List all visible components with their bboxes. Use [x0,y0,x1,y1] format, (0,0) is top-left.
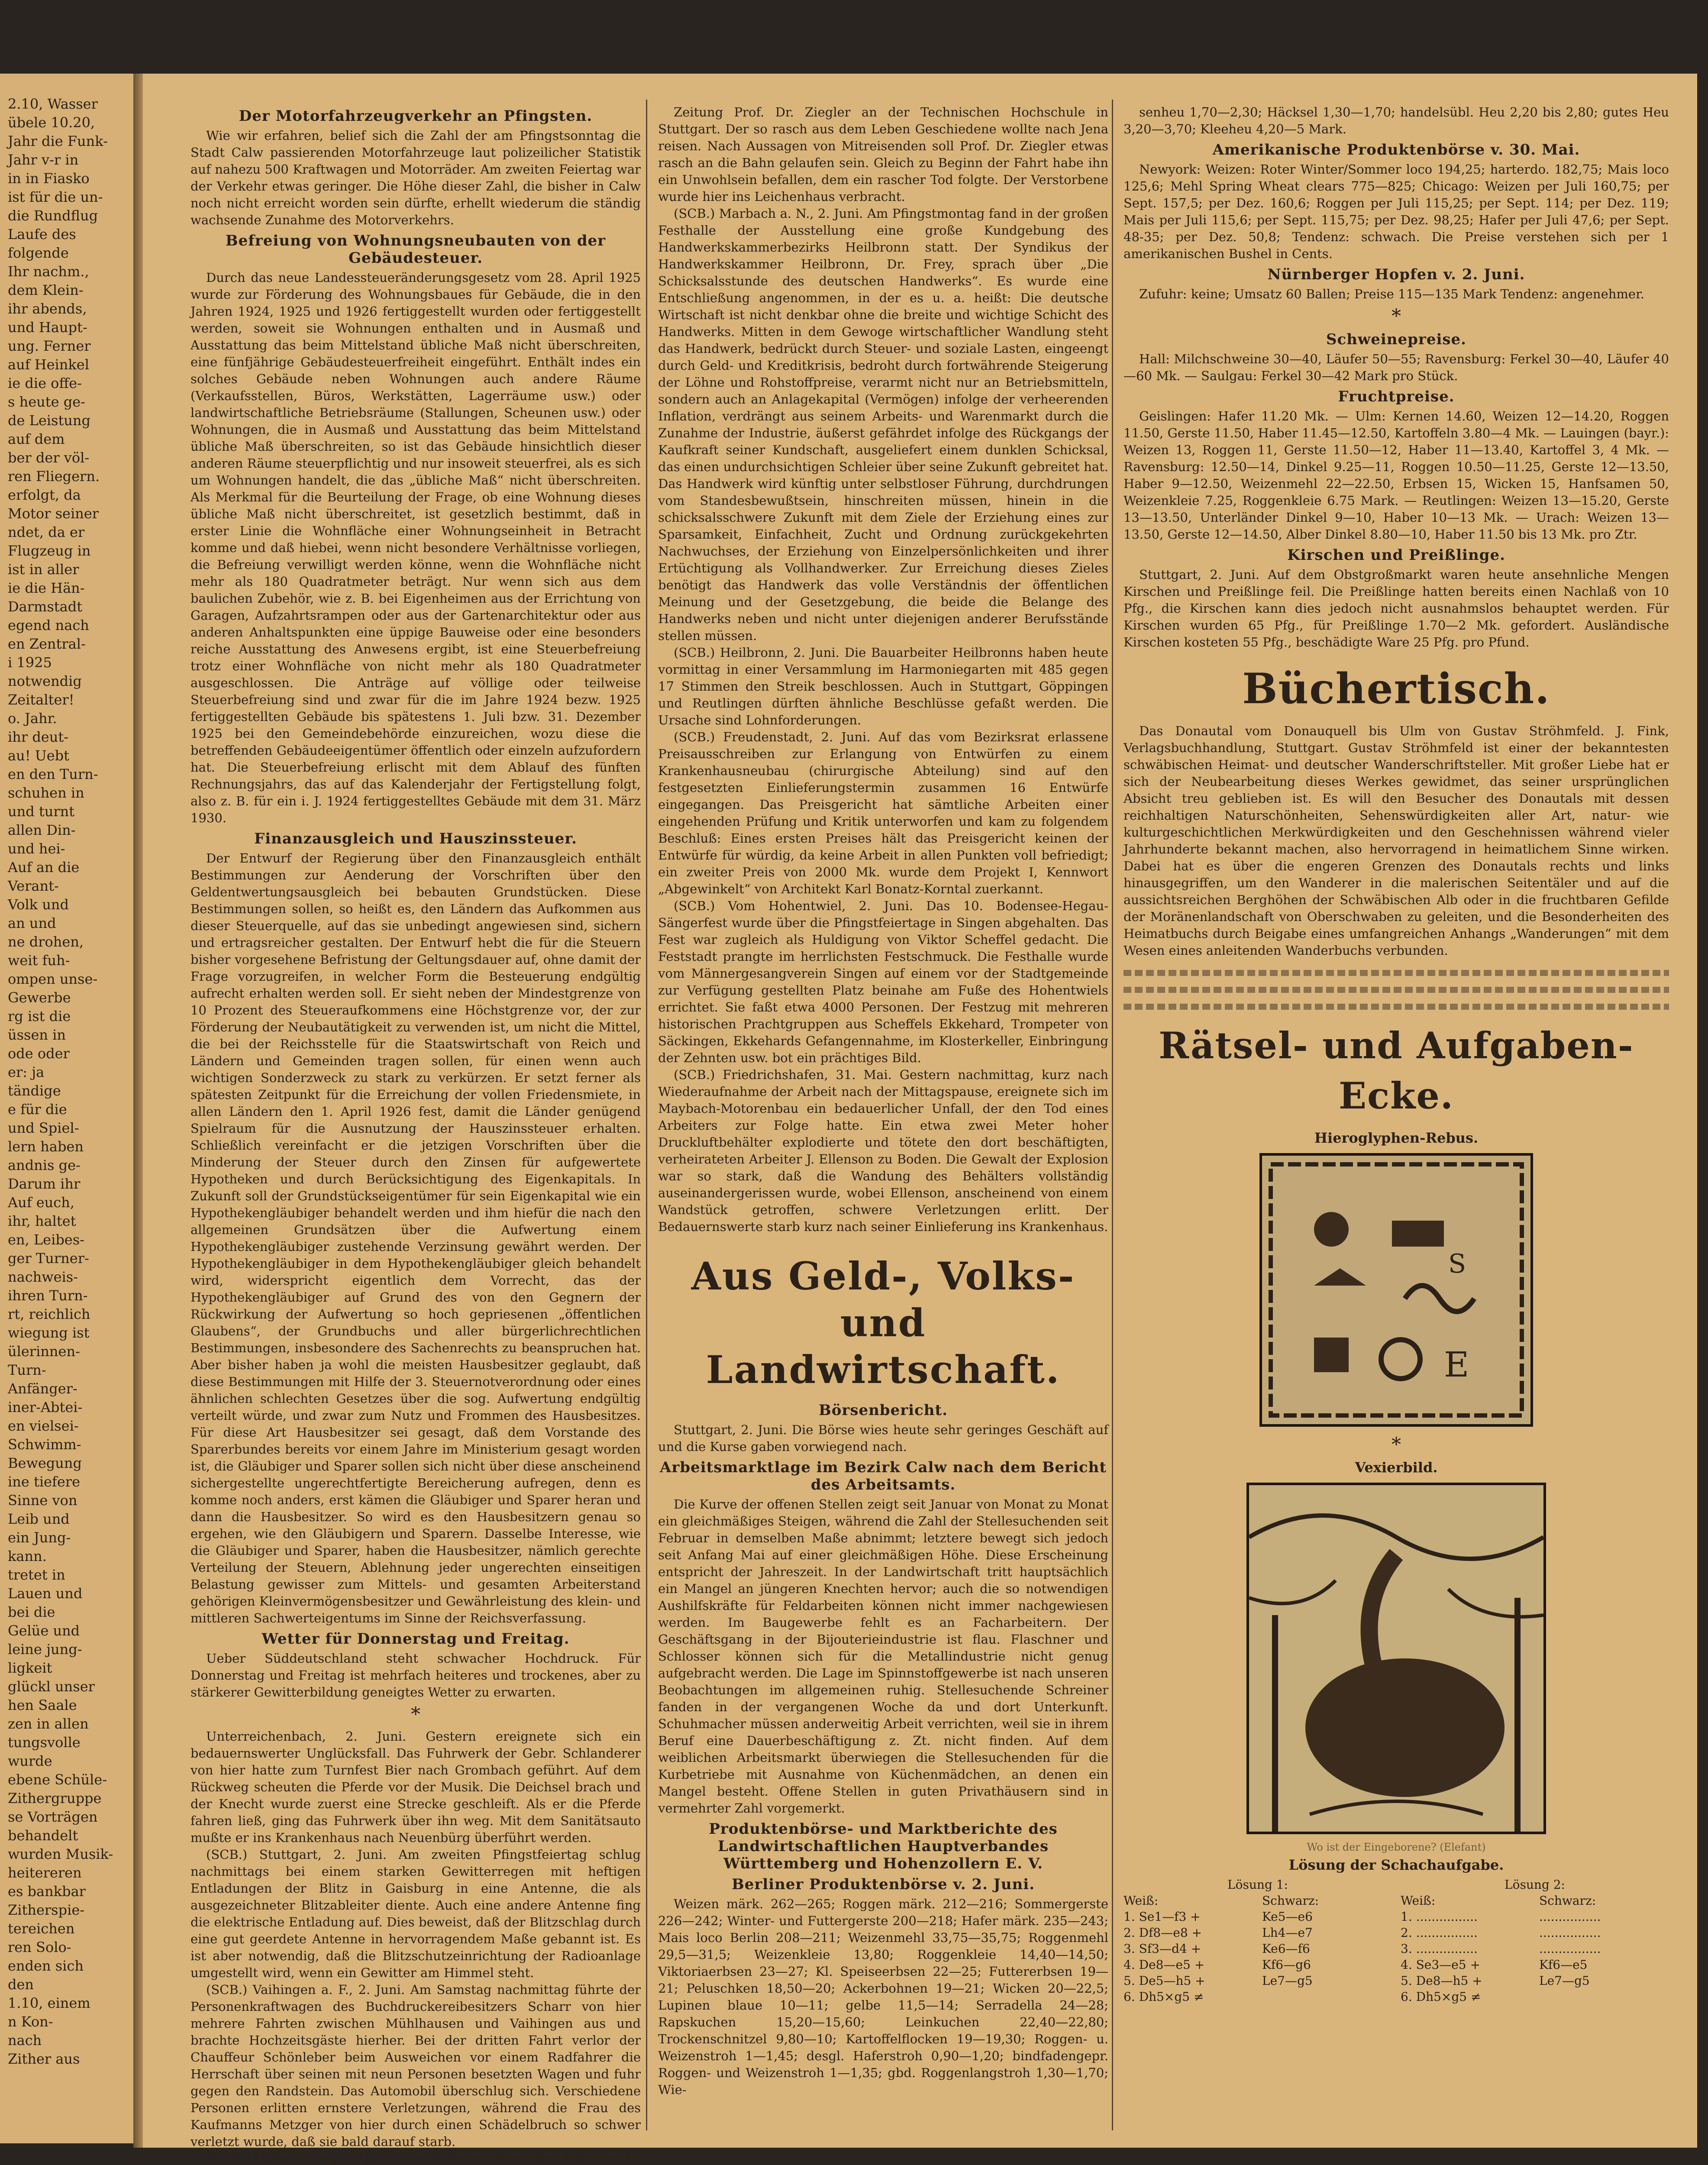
vexier-caption: Wo ist der Eingeborene? (Elefant) [1307,1841,1486,1853]
left-page-text-fragment: Ihr nachm., [8,263,89,280]
article [1124,305,1669,327]
left-page-text-fragment: au! Uebt [8,747,69,764]
left-page-text-fragment: rt, reichlich [8,1306,90,1322]
left-page-text-fragment: in in Fiasko [8,170,90,187]
left-page-text-fragment: ligkeit [8,1660,52,1676]
left-page-text-fragment: üssen in [8,1027,66,1043]
left-page-text-fragment: und hei- [8,840,65,857]
left-page-text-fragment: folgende [8,245,69,261]
article [658,898,1108,1066]
chess-move: Ke6—f6 [1262,1942,1310,1956]
left-page-text-fragment: übele 10.20, [8,114,95,131]
article-body: Hall: Milchschweine 30—40, Läufer 50—55; Ravensburg: Ferkel 30—40, Läufer 40—60 Mk. — Saulgau: Ferkel 30—42 Mark pro Stück. [1124,352,1669,383]
chess-white-label: Weiß: [1401,1894,1436,1908]
chess-move: Kf6—g6 [1262,1958,1311,1972]
article-heading: Fruchtpreise. [1338,388,1455,405]
left-page-text-fragment: s heute ge- [8,394,85,410]
left-page-text-fragment: Schwimm- [8,1436,81,1453]
article-body: Geislingen: Hafer 11.20 Mk. — Ulm: Kernen 14.60, Weizen 12—14.20, Roggen 11.50, Gerste 11.50, Haber 11.45—12.50, Kartoffeln 3.80—4 Mk. — Lauingen (bayr.): Weizen 13, Roggen 11, Gerste 11.50—12, Haber 11—13.40, Kartoffel 3, 4 Mk. — Ravensburg: 12.50—14, Dinkel 9.25—11, Roggen 10.50—11.25, Gerste 12—13.50, Haber 9—12.50, Weizenmehl 22—22.50, Erbsen 15, Wicken 15, Hanfsamen 50, Weizenkleie 7.25, Roggenkleie 6.75 Mark. — Reutlingen: Weizen 13—15.20, Gerste 13—13.50, Unterländer Dinkel 9—10, Haber 10—13 Mk. — Urach: Weizen 13—13.50, Gerste 12—14.50, Alber Dinkel 8.80—10, Haber 11.50 bis 13 Mk. pro Ztr. [1124,409,1669,542]
column-3 [1124,104,1669,2139]
article [1124,141,1669,262]
left-page-text-fragment: auf Heinkel [8,356,89,373]
article [1124,388,1669,543]
article [190,830,641,1627]
article [1124,664,1669,714]
left-page-text-fragment: tungsvolle [8,1734,81,1751]
article-heading: Wetter für Donnerstag und Freitag. [262,1630,570,1648]
chess-move: Lh4—e7 [1262,1926,1313,1940]
left-page-text-fragment: notwendig [8,673,82,689]
article [190,1728,641,1846]
left-page-text-fragment: ndet, da er [8,524,85,540]
article [190,232,641,827]
left-page-text-fragment: enden sich [8,1958,84,1974]
left-page-text-fragment: wiegung ist [8,1325,90,1341]
chess-move: 4. De8—e5 + [1124,1958,1205,1972]
left-page-text-fragment: Volk und [8,896,69,913]
chess-solution-2-label: Lösung 2: [1505,1877,1565,1892]
article-heading: Amerikanische Produktenbörse v. 30. Mai. [1212,141,1580,158]
article-body: Zufuhr: keine; Umsatz 60 Ballen; Preise 115—135 Mark Tendenz: angenehmer. [1139,287,1644,301]
left-page-text-fragment: ie die Hän- [8,580,85,596]
article [658,205,1108,644]
article [658,1253,1108,1393]
chess-solution-1-label: Lösung 1: [1227,1877,1288,1892]
left-page-text-fragment: Lauen und [8,1585,83,1602]
article [658,1459,1108,1817]
left-page-text-fragment: ger Turner- [8,1250,89,1267]
article-body: Zeitung Prof. Dr. Ziegler an der Technischen Hochschule in Stuttgart. Der so rasch aus dem Leben Geschiedene wollte nach Jena reisen. Nach Aussagen von Mitreisenden soll Prof. Dr. Ziegler etwas rasch an die Bahn gelaufen sein. Gleich zu Beginn der Fahrt habe ihn ein Unwohlsein befallen, dem ein rascher Tod folgte. Der Verstorbene wurde hier ins Leichenhaus verbracht. [658,105,1108,204]
left-page-text-fragment: o. Jahr. [8,710,57,727]
article [190,1846,641,1981]
article [658,1066,1108,1235]
left-page-text-fragment: Zither aus [8,2051,80,2067]
article [658,1402,1108,1455]
article-body: Unterreichenbach, 2. Juni. Gestern ereignete sich ein bedauernswerter Unglücksfall. Das Fuhrwerk der Gebr. Schlanderer von hier hatte zum Turnfest Bier nach Grombach geführt. Auf dem Rückweg scheuten die Pferde vor der Musik. Die Deichsel brach und der Knecht wurde zuerst eine Strecke geschleift. Als er die Pferde fahren ließ, ging das Fuhrwerk über ihn weg. Mit dem Sanitätsauto mußte er ins Krankenhaus nach Neuenbürg überführt werden. [190,1729,641,1845]
left-page-text-fragment: Jahr die Funk- [8,133,108,149]
left-page-text-fragment: Auf an die [8,859,80,876]
left-page-text-fragment: erfolgt, da [8,487,81,503]
article-body: (SCB.) Friedrichshafen, 31. Mai. Gestern nachmittag, kurz nach Wiederaufnahme der Arbeit nach der Mittagspause, ereignete sich im Maybach-Motorenbau ein bedauerlicher Unfall, der den Tod eines Arbeiters zur Folge hatte. Ein etwa zwei Meter hoher Druckluftbehälter explodierte und tötete den dort beschäftigten, verheirateten Arbeiter J. Ellenson zu Boden. Die Gewalt der Explosion war so stark, daß die Wandung des Behälters vollständig auseinandergerissen wurde, wobei Ellenson, anscheinend von einem Wandstück getroffen, schwere Verletzungen erlitt. Der Bedauernswerte starb kurz nach seiner Einlieferung ins Krankenhaus. [658,1067,1108,1234]
left-page-text-fragment: Gewerbe [8,989,71,1006]
newspaper-page [143,74,1697,2165]
left-page-text-fragment: und turnt [8,803,75,820]
article [1124,546,1669,651]
chess-move: 6. Dh5×g5 ≠ [1124,1990,1204,2004]
article [658,1876,1108,2098]
left-page-text-fragment: Bewegung [8,1455,82,1471]
left-page-text-fragment: ebene Schüle- [8,1771,107,1788]
article-body: Stuttgart, 2. Juni. Auf dem Obstgroßmarkt waren heute ansehnliche Mengen Kirschen und Preißlinge feil. Die Preißlinge hatten bereits einen Nachlaß von 10 Pfg., die Kirschen kann dies jedoch nicht ausnahmslos behauptet werden. Für Kirschen wurden 65 Pfg., für Preißlinge 1.70—2 Mk. gefordert. Ausländische Kirschen kosteten 55 Pfg., beschädigte Ware 25 Pfg. pro Pfund. [1124,567,1669,650]
chess-move [1262,1989,1392,2005]
left-page-text-fragment: Auf euch, [8,1194,74,1211]
left-page-text-fragment: 2.10, Wasser [8,96,98,112]
chess-black-label: Schwarz: [1262,1894,1319,1908]
article-heading: Nürnberger Hopfen v. 2. Juni. [1267,266,1525,283]
article [1124,104,1669,138]
article-body: (SCB.) Vom Hohentwiel, 2. Juni. Das 10. Bodensee-Hegau-Sängerfest wurde über die Pfingstfeiertage in Singen abgehalten. Das Fest war zugleich als Huldigung von Viktor Scheffel gedacht. Die Feststadt prangte im herrlichsten Festschmuck. Die Festhalle wurde vom Männergesangverein Singen auf einem vor der Stadtgemeinde zur Verfügung gestellten Platz beinahe am Fuße des Hohentwiels errichtet. Sie faßt etwa 4000 Personen. Der Festzug mit mehreren historischen Prachtgruppen aus Scheffels Ekkehard, Trompeter von Säckingen, Ekkehards Gefangennahme, im Klosterkeller, Einbringung der Zehnten usw. bot ein prächtiges Bild. [658,898,1108,1065]
separator-star: * [1392,305,1401,327]
article-heading: Finanzausgleich und Hauszinssteuer. [254,830,577,847]
column-1 [190,104,641,2165]
left-page-text-fragment: 1.10, einem [8,1995,90,2011]
vexier-drawing [1249,1485,1543,1832]
left-page-text-fragment: ihr deut- [8,729,69,745]
article-body: (SCB.) Marbach a. N., 2. Juni. Am Pfingstmontag fand in der großen Festhalle der Ausstellung eine große Kundgebung des Handwerkskammerbezirks Heilbronn statt. Der Syndikus der Handwerkskammer Heilbronn, Dr. Frey, sprach über „Die Schicksalsstunde des deutschen Handwerks“. Es wurde eine Entschließung angenommen, in der es u. a. heißt: Die deutsche Wirtschaft ist nicht denkbar ohne die breite und wichtige Schicht des Handwerks. Mitten in dem Gewoge wirtschaftlicher Wandlung steht das Handwerk, bedrückt durch Steuer- und soziale Lasten, eingeengt durch Geld- und Kreditkrisis, bedroht durch fortwährende Steigerung der Löhne und Rohstoffpreise, verarmt nicht nur an Betriebsmitteln, sondern auch an Anlagekapital (Vermögen) infolge der verheerenden Inflation, verdrängt aus seinem Arbeits- und Warenmarkt durch die Zunahme der Industrie, äußerst gefährdet infolge des Rückgangs der Kaufkraft seiner Kundschaft, ausgeliefert einem dunklen Schicksal, das einen undurchsichtigen Schleier über seine Zukunft gebreitet hat. Das Handwerk wird künftig unter selbstloser Führung, durchdrungen vom Standesbewußtsein, hinschreiten müssen, hinein in die schicksalsschwere Zukunft mit dem Ziele der Erziehung eines zur Sparsamkeit, Einfachheit, Zucht und Ordnung zurückgekehrten Nachwuchses, der Erziehung von Einzelpersönlichkeiten und ihrer Ertüchtigung als Vollhandwerker. Zur Erreichung dieses Zieles benötigt das Handwerk das volle Verständnis der öffentlichen Meinung und der Gesetzgebung, die beide die Belange des Handwerks neben und nicht unter diejenigen anderer Berufsstände stellen müssen. [658,206,1108,643]
article-body: senheu 1,70—2,30; Häcksel 1,30—1,70; handelsübl. Heu 2,20 bis 2,80; gutes Heu 3,20—3,70; Kleeheu 4,20—5 Mark. [1124,105,1669,136]
article [190,1703,641,1726]
left-page-text-fragment: e für die [8,1101,67,1118]
left-page-text-fragment: auf dem [8,431,65,447]
article-heading: Der Motorfahrzeugverkehr an Pfingsten. [239,107,593,125]
article-body: Das Donautal vom Donauquell bis Ulm von Gustav Ströhmfeld. J. Fink, Verlagsbuchhandlung, Stuttgart. Gustav Ströhmfeld ist einer der bekanntesten schwäbischen Heimat- und deutscher Wanderschriftsteller. Mit großer Liebe hat er sich der Neubearbeitung dieses Werkes gewidmet, das seiner ursprünglichen Absicht treu geblieben ist. Es will den Besucher des Donautals mit dessen reichhaltigen Naturschönheiten, Sehenswürdigkeiten aller Art, natur- wie kulturgeschichtlichen Merkwürdigkeiten und den Geschehnissen während vieler Jahrhunderte bekannt machen, also hervorragend in heimatlichem Sinne wirken. Dabei hat es über die engeren Grenzen des Donautals rechts und links hinausgegriffen, um den Wanderer in die malerischen Seitentäler und auf die aussichtsreichen Berghöhen der Schwäbischen Alb oder in die fruchtbaren Gefilde der Moränenlandschaft von Oberschwaben zu geleiten, und die Besonderheiten des Heimatbuchs durch Beigabe eines umfangreichen Anhangs „Wanderungen“ mit dem Wesen eines anleitenden Wanderbuchs verbunden. [1124,724,1669,958]
article [190,107,641,229]
left-page-text-fragment: es bankbar [8,1883,86,1900]
article [658,644,1108,729]
article-body: Ueber Süddeutschland steht schwacher Hochdruck. Für Donnerstag und Freitag ist mehrfach heiteres und trockenes, aber zu stärkerer Gewitterbildung geneigtes Wetter zu erwarten. [190,1651,641,1700]
article [1124,723,1669,959]
article-heading: Produktenbörse- und Marktberichte des Landwirtschaftlichen Hauptverbandes Württemberg und Hohenzollern E. V. [709,1820,1058,1872]
left-page-text-fragment: ne drohen, [8,934,84,950]
left-page-text-fragment: Leib und [8,1511,70,1527]
left-page-text-fragment: leine jung- [8,1641,82,1658]
left-page-text-fragment: allen Din- [8,822,76,838]
vexier-label: Vexierbild. [1355,1459,1438,1476]
section-headline: Büchertisch. [1242,664,1550,713]
left-page-text-fragment: tereichen [8,1920,75,1937]
separator-star: * [411,1703,420,1726]
illegible-text [1124,970,1669,1010]
article [190,2150,641,2165]
left-page-text-fragment: iner-Abtei- [8,1399,83,1415]
left-page-text-fragment: ist in aller [8,561,79,578]
left-page-text-fragment: Zitherspie- [8,1902,85,1918]
left-page-text-fragment: ihr, haltet [8,1213,76,1229]
rebus-image [1259,1153,1533,1427]
left-page-text-fragment: ber der völ- [8,449,90,466]
left-page-text-fragment: ihr abends, [8,301,87,317]
rebus-drawing [1262,1156,1530,1424]
article-body: Die Kurve der offenen Stellen zeigt seit Januar von Monat zu Monat ein gleichmäßiges Steigen, während die Zahl der Stellesuchenden seit Februar in demselben Maße abnimmt; letztere bewegt sich jedoch seit Anfang Mai auf einer gleichmäßigen Höhe. Diese Erscheinung entspricht der Jahreszeit. In der Landwirtschaft tritt hauptsächlich ein Mangel an jüngeren Knechten hervor; auch die so notwendigen Aushilfskräfte für Feldarbeiten können nicht immer nachgewiesen werden. Im Baugewerbe fehlt es an Facharbeitern. Der Geschäftsgang in der Bijouterieindustrie ist flau. Flaschner und Schlosser können sich für die Metallindustrie nicht genug aufgebracht werden. Die Lage im Spinnstoffgewerbe ist nach unseren Beobachtungen im allgemeinen ruhig. Stellesuchende Schreiner fanden in der vergangenen Woche da und dort Unterkunft. Schuhmacher müssen anderweitig Arbeit verrichten, weil sie in ihrem Beruf eine Dauerbeschäftigung z. Zt. nicht finden. Auf dem weiblichen Arbeitsmarkt überwiegen die Stellesuchenden für die Kurbetriebe mit Ausnahme von Küchenmädchen, an denen ein Mangel besteht. Offene Stellen in guten Privathäusern sind in vermehrter Zahl vorgemerkt. [658,1497,1108,1816]
left-page-text-fragment: nach [8,2032,42,2049]
left-page-text-fragment: i 1925 [8,654,52,671]
left-page-text-fragment: en Zentral- [8,636,86,652]
article [658,729,1108,898]
left-page-text-fragment: ine tiefere [8,1473,80,1490]
left-page-text-fragment: ihren Turn- [8,1287,88,1304]
left-page-text-fragment: de Leistung [8,412,90,429]
article-body: Wie wir erfahren, belief sich die Zahl der am Pfingstsonntag die Stadt Calw passierenden Motorfahrzeuge laut polizeilicher Statistik auf nahezu 500 Kraftwagen und Motorräder. Am zweiten Feiertag war der Verkehr etwas geringer. Die Höhe dieser Zahl, die bisher in Calw noch nicht erreicht worden sein dürfte, erhellt wiederum die ständig wachsende Zunahme des Motorverkehrs. [190,128,641,227]
chess-move: 2. Df8—e8 + [1124,1926,1202,1940]
left-page-text-fragment: die Rundflug [8,207,98,224]
column-rule [646,100,647,2130]
left-page-text-fragment: Jahr v-r in [8,152,79,168]
left-page-text-fragment: Darmstadt [8,598,83,615]
article-body: (SCB.) Stuttgart, 2. Juni. Am zweiten Pfingstfeiertag schlug nachmittags bei einem starken Gewitterregen mit heftigen Entladungen der Blitz in Gaisburg in eine Antenne, die als ausgezeichneter Blitzableiter diente. Auch eine andere Antenne fing die elektrische Entladung auf. Dies beweist, daß der Blitzschlag durch eine gut geerdete Antenne in hervorragendem Maße gebannt ist. Es ist aber notwendig, daß die Blitzschutzeinrichtung der Radioanlage umgestellt wird, wenn ein Gewitter am Himmel steht. [190,1847,641,1980]
left-page-text-fragment: tändige [8,1082,61,1099]
article-body: (SCB.) Ludwigsburg, 2. Juni. Vom Tode ereilt auf der Fahrt im D- [206,2151,641,2165]
article-heading: Berliner Produktenbörse v. 2. Juni. [731,1876,1035,1893]
left-page-text-fragment: schuhen in [8,785,84,801]
left-page-text-fragment: ung. Ferner [8,338,91,354]
left-page-text-fragment: wurde [8,1753,52,1769]
left-page-text-fragment: und Haupt- [8,319,87,336]
left-page-text-fragment: behandelt [8,1827,78,1844]
left-page-text-fragment: andnis ge- [8,1157,81,1173]
section-headline: Aus Geld-, Volks- und Landwirtschaft. [691,1254,1075,1392]
chess-move: 2. ................ [1401,1926,1478,1940]
left-page-text-fragment: lern haben [8,1138,84,1155]
left-page-text-fragment: Laufe des [8,226,76,242]
article [658,104,1108,205]
left-page-text-fragment: ist für die un- [8,189,103,205]
article-body: Der Entwurf der Regierung über den Finanzausgleich enthält Bestimmungen zur Aenderung der Vorschriften über den Geldentwertungsausgleich bei bebauten Grundstücken. Diese Bestimmungen sollen, so heißt es, den Ländern das Aufkommen aus dieser Steuerquelle, auf das sie unbedingt angewiesen sind, sichern und ertragsreicher gestalten. Der Entwurf hebt die für die Steuern bisher vorgesehene Befristung der Geltungsdauer auf, ohne damit der Frage vorzugreifen, in welcher Form die Besteuerung endgültig aufrecht erhalten werden soll. Er sieht neben der Mindestgrenze von 10 Prozent des Steueraufkommens eine Höchstgrenze vor, der zur Förderung der Neubautätigkeit zu verwenden ist, um nicht die Mittel, die bei der Reichsstelle für die Staatswirtschaft von Reich und Ländern und Gemeinden tragen sollen, für einen wenn auch wichtigen Sonderzweck zu stark zu verkürzen. Er setzt ferner als spätesten Zeitpunkt für die Erreichung der vollen Friedensmiete, in allen Ländern den 1. April 1926 fest, damit die Länder genügend Spielraum für die Ausnutzung der Hauszinssteuer erhalten. Schließlich vereinfacht er die jetzigen Vorschriften über die Minderung der Steuer durch den Zinsen für aufgewertete Hypotheken und durch Berücksichtigung des Eigenkapitals. In Zukunft soll der Grundstückseigentümer für sein Eigenkapital wie ein Hypothekengläubiger behandelt werden und ihm hiefür die nach den allgemeinen Grundsätzen über die Aufwertung einem Hypothekengläubiger zustehende Verzinsung gewährt werden. Der Hypothekengläubiger in dem Hypothekengläubiger gleich behandelt wird, widerspricht eigentlich dem Vorrecht, das der Hypothekengläubiger auf Grund des von den Gegnern der Rückwirkung der Aufwertung so hoch gepriesenen „öffentlichen Glaubens“, der Grundbuchs und aller bürgerlichrechtlichen Bestimmungen, insbesondere des Sachenrechts zu beanspruchen hat. Aber bisher haben ja wohl die meisten Hausbesitzer geglaubt, daß diese Bestimmungen mit Hilfe der 3. Steuernotverordnung oder eines ähnlichen schlechten Gesetzes über die sog. Aufwertung endgültig verteilt würde, und zwar zum Nutz und Frommen des Hausbesitzes. Für diese Art Hausbesitzer sei gesagt, daß dem Vorstande des Sparerbundes bereits vor einem Jahre im Ministerium gesagt worden ist, die Gläubiger und Sparer sollen sich nicht über diese anscheinend sichergestellte ungerechtfertigte Bereicherung aufregen, denn es komme noch anders, erst kämen die Gläubiger und Sparer heran und dann die Hausbesitzer. So wird es den Hausbesitzern genau so ergehen, wie den Gläubigern und Sparern. Dasselbe Interesse, wie die Gläubiger und Sparer, haben die Hausbesitzer, nämlich gerechte Verteilung der Steuern, Ablehnung jeder ungerechten einseitigen Belastung gewisser zum Mittels- und gesamten Arbeiterstand gehörigen Kleinvermögensbesitzer und Gewährleistung des klein- und mittleren Sachwerteigentums im Sinne der Reichsverfassung. [190,851,641,1625]
article [1124,331,1669,385]
column-3-articles [1124,104,1669,959]
svg-text:S: S [1448,1249,1466,1279]
chess-move: ................ [1539,1910,1601,1924]
chess-solution [1124,1877,1669,2005]
article-body: (SCB.) Heilbronn, 2. Juni. Die Bauarbeiter Heilbronns haben heute vormittag in einer Versammlung im Harmoniegarten mit 485 gegen 17 Stimmen den Streik beschlossen. Auch in Stuttgart, Göppingen und Reutlingen dürften ähnliche Beschlüsse gefaßt werden. Die Ursache sind Lohnforderungen. [658,645,1108,727]
chess-white-label: Weiß: [1124,1894,1159,1908]
article [658,1820,1108,1872]
left-page-text-fragment: n Kon- [8,2013,53,2030]
left-page-text-fragment: an und [8,915,56,931]
left-page-text-fragment: wurden Musik- [8,1846,113,1862]
left-page-text-fragment: en vielsei- [8,1418,79,1434]
left-page-text-fragment: Verant- [8,878,59,894]
left-page-text-fragment: Darum ihr [8,1176,81,1192]
left-page-text-fragment: Zeitalter! [8,692,74,708]
column-rule [1112,100,1113,2130]
separator-star: * [1392,1434,1401,1456]
article-body: Stuttgart, 2. Juni. Die Börse wies heute sehr geringes Geschäft auf und die Kurse gaben vorwiegend nach. [658,1422,1108,1454]
chess-move: Ke5—e6 [1262,1910,1313,1924]
column-2 [658,104,1108,2139]
left-page-text-fragment: ompen unse- [8,971,98,987]
vexier-image [1246,1483,1546,1834]
chess-move: 1. Se1—f3 + [1124,1910,1201,1924]
left-page-text-fragment: und Spiel- [8,1120,79,1136]
left-page-text-fragment: kann. [8,1548,47,1564]
svg-text:E: E [1444,1344,1469,1385]
article-body: (SCB.) Freudenstadt, 2. Juni. Auf das vom Bezirksrat erlassene Preisausschreiben zur Erlangung von Entwürfen zu einem Krankenhausneubau (chirurgische Abteilung) sind auf den festgesetzten Einlieferungstermin zusammen 16 Entwürfe eingegangen. Das Preisgericht hat sämtliche Arbeiten einer eingehenden Prüfung und Kritik unterworfen und kam zu folgendem Beschluß: Eines ersten Preises hält das Preisgericht keinen der Entwürfe für würdig, da keine Arbeit in allen Punkten voll befriedigt; ein zweiter Preis von 2000 Mk. wurde dem Projekt I, Kennwort „Abgewinkelt“ von Architekt Karl Bonatz-Korntal zuerkannt. [658,730,1108,896]
chess-move: 5. De8—h5 + [1401,1974,1482,1988]
article-body: Durch das neue Landessteueränderungsgesetz vom 28. April 1925 wurde zur Förderung des Wohnungsbaues für Gebäude, die in den Jahren 1924, 1925 und 1926 fertiggestellt wurden oder fertiggestellt werden, soweit sie Wohnungen enthalten und in Ausmaß und Ausstattung das beim Mittelstand übliche Maß nicht überschreiten, eine fünfjährige Gebäudesteuerfreiheit eingeführt. Enthält indes ein solches Gebäude neben Wohnungen auch andere Räume (Verkaufsstellen, Büros, Werkstätten, Lagerräume usw.) oder landwirtschaftliche Betriebsräume (Stallungen, Scheunen usw.) oder Wohnungen, die in Ausmaß und Ausstattung das beim Mittelstand übliche Maß überschreiten, so ist das Gebäude hinsichtlich dieser anderen Räume steuerpflichtig und nur insoweit steuerfrei, als es sich um Wohnungen handelt, die das „übliche Maß“ nicht überschreiten. Als Merkmal für die Beurteilung der Frage, ob eine Wohnung dieses übliche Maß nicht überschreitet, ist gesetzlich bestimmt, daß in erster Linie die Wohnfläche einer Wohnungseinheit in Betracht komme und daß hiebei, wenn nicht besondere Verhältnisse vorliegen, die Befreiung verwilligt werden könne, wenn die Wohnfläche nicht mehr als 180 Quadratmeter beträgt. Nur wenn sich aus dem baulichen Zubehör, wie z. B. bei Eigenheimen aus der Errichtung von Garagen, Aufzahrtsrampen oder aus der Gartenarchitektur oder aus anderen Anhaltspunkten eine üppige Bauweise oder eine besonders reiche Ausstattung des Anwesens ergibt, ist eine Steuerbefreiung trotz einer Wohnfläche von nicht mehr als 180 Quadratmeter ausgeschlossen. Die Anträge auf völlige oder teilweise Steuerbefreiung sind und zwar für die im Jahre 1924 bezw. 1925 fertiggestellten Gebäude bis spätestens 1. Juli bzw. 31. Dezember 1925 bei den Gemeindebehörde einzureichen, wozu diese die betreffenden Gebäudeeigentümer öffentlich oder einzeln aufzufordern hat. Die Steuerbefreiung erlischt mit dem Ablauf des fünften Rechnungsjahrs, das auf das Kalenderjahr der Fertigstellung folgt, also z. B. für ein i. J. 1924 fertiggestelltes Gebäude mit dem 31. März 1930. [190,270,641,825]
left-page-text-fragment: den [8,1976,34,1993]
left-page-text-fragment: er: ja [8,1064,45,1080]
article [1124,266,1669,303]
chess-move: Le7—g5 [1262,1974,1313,1988]
article [190,1630,641,1701]
article-body: Newyork: Weizen: Roter Winter/Sommer loco 194,25; harterdo. 182,75; Mais loco 125,6; Mehl Spring Wheat clears 775—825; Chicago: Weizen per Juli 160,75; per Sept. 157,5; per Dez. 160,6; Roggen per Juli 115,25; per Sept. 114; per Dez. 119; Mais per Juli 115,6; per Sept. 115,75; per Dez. 98,25; Hafer per Juli 47,6; per Sept. 48-35; per Dez. 50,8; Tendenz: schwach. Die Preise verstehen sich per 1 amerikanischen Bushel in Cents. [1124,162,1669,261]
article-heading: Arbeitsmarktlage im Bezirk Calw nach dem Bericht des Arbeitsamts. [659,1459,1107,1493]
left-page-text-fragment: bei die [8,1604,55,1620]
left-page-text-fragment: egend nach [8,617,89,633]
left-page-text-fragment: Motor seiner [8,505,99,522]
chess-move: ................ [1539,1942,1601,1956]
chess-move: 3. Sf3—d4 + [1124,1942,1201,1956]
article-heading: Börsenbericht. [818,1402,948,1419]
left-page-text-fragment: ode oder [8,1045,70,1062]
left-page-text-fragment: Anfänger- [8,1380,77,1397]
article-heading: Befreiung von Wohnungsneubauten von der Gebäudesteuer. [225,232,606,267]
left-page-text-fragment: Sinne von [8,1492,77,1509]
left-page-text-fragment: se Vorträgen [8,1809,98,1825]
left-page-text-fragment: Zithergruppe [8,1790,102,1806]
chess-move: 3. ................ [1401,1942,1478,1956]
left-page-fragment [0,74,139,2143]
left-page-text-fragment: en, Leibes- [8,1231,84,1248]
left-page-text-fragment: ren Fliegern. [8,468,100,485]
chess-move: Kf6—e5 [1539,1958,1588,1972]
left-page-text-fragment: hen Saale [8,1697,77,1713]
article [190,1981,641,2150]
chess-move [1539,1989,1669,2005]
left-page-text-fragment: glückl unser [8,1678,95,1695]
left-page-text-fragment: ie die offe- [8,375,82,391]
left-page-text-fragment: Turn- [8,1362,46,1378]
left-page-text-fragment: rg ist die [8,1008,71,1024]
article-heading: Kirschen und Preißlinge. [1287,546,1505,564]
chess-move: 1. ................ [1401,1910,1478,1924]
left-page-text-fragment: nachweis- [8,1269,78,1285]
left-page-text-fragment: Gelüe und [8,1622,80,1639]
left-page-text-fragment: en den Turn- [8,766,98,782]
left-page-text-fragment: zen in allen [8,1716,89,1732]
chess-move: 5. De5—h5 + [1124,1974,1205,1988]
puzzle-section-title: Rätsel- und Aufgaben-Ecke. [1159,1024,1634,1117]
left-page-text-fragment: heitereren [8,1864,82,1881]
left-page-text-fragment: Flugzeug in [8,543,91,559]
chess-move: Le7—g5 [1539,1974,1590,1988]
chess-move: 4. Se3—e5 + [1401,1958,1480,1972]
article-body: (SCB.) Vaihingen a. F., 2. Juni. Am Samstag nachmittag führte der Personenkraftwagen des Buchdruckereibesitzers Scharr von hier mehrere Fahrten zwischen Mühlhausen und Vaihingen aus und brachte Hochzeitsgäste hierher. Bei der dritten Fahrt verlor der Chauffeur Schönleber beim Ausweichen vor einem Radfahrer die Herrschaft über seinen mit neun Personen besetzten Wagen und fuhr gegen den Randstein. Das Automobil überschlug sich. Verschiedene Personen erlitten ernstere Verletzungen, während die Frau des Kaufmanns Metzger von hier durch einen Schädelbruch so schwer verletzt wurde, daß sie bald darauf starb. [190,1982,641,2149]
left-page-text-fragment: ein Jung- [8,1529,71,1546]
left-page-text-fragment: dem Klein- [8,282,84,298]
article-heading: Schweinepreise. [1326,331,1466,348]
left-page-text-fragment: ülerinnen- [8,1343,80,1360]
chess-move: 6. Dh5×g5 ≠ [1401,1990,1481,2004]
chess-move: ................ [1539,1926,1601,1940]
rebus-label: Hieroglyphen-Rebus. [1314,1130,1479,1146]
left-page-text-fragment: ren Solo- [8,1939,71,1955]
chess-black-label: Schwarz: [1539,1894,1596,1908]
chess-title: Lösung der Schachaufgabe. [1288,1857,1504,1873]
left-page-text-fragment: weit fuh- [8,952,70,969]
article-body: Weizen märk. 262—265; Roggen märk. 212—216; Sommergerste 226—242; Winter- und Futtergerste 200—218; Hafer märk. 235—243; Mais loco Berlin 208—211; Weizenmehl 33,75—35,75; Roggenmehl 29,5—31,5; Weizenkleie 13,80; Roggenkleie 14,40—14,50; Viktoriaerbsen 23—27; Kl. Speiseerbsen 22—25; Futtererbsen 19—21; Peluschken 18,50—20; Ackerbohnen 19—21; Wicken 20—22,5; Lupinen blaue 10—11; gelbe 11,5—14; Serradella 24—28; Rapskuchen 15,20—15,60; Leinkuchen 22,40—22,80; Trockenschnitzel 9,80—10; Kartoffelflocken 19—19,30; Roggen- u. Weizenstroh 1—1,45; desgl. Haferstroh 0,90—1,20; bindfadengepr. Roggen- und Weizenstroh 1—1,35; gbd. Roggenlangstroh 1,30—1,70; Wie- [658,1897,1108,2097]
left-page-text-fragment: tretet in [8,1567,65,1583]
